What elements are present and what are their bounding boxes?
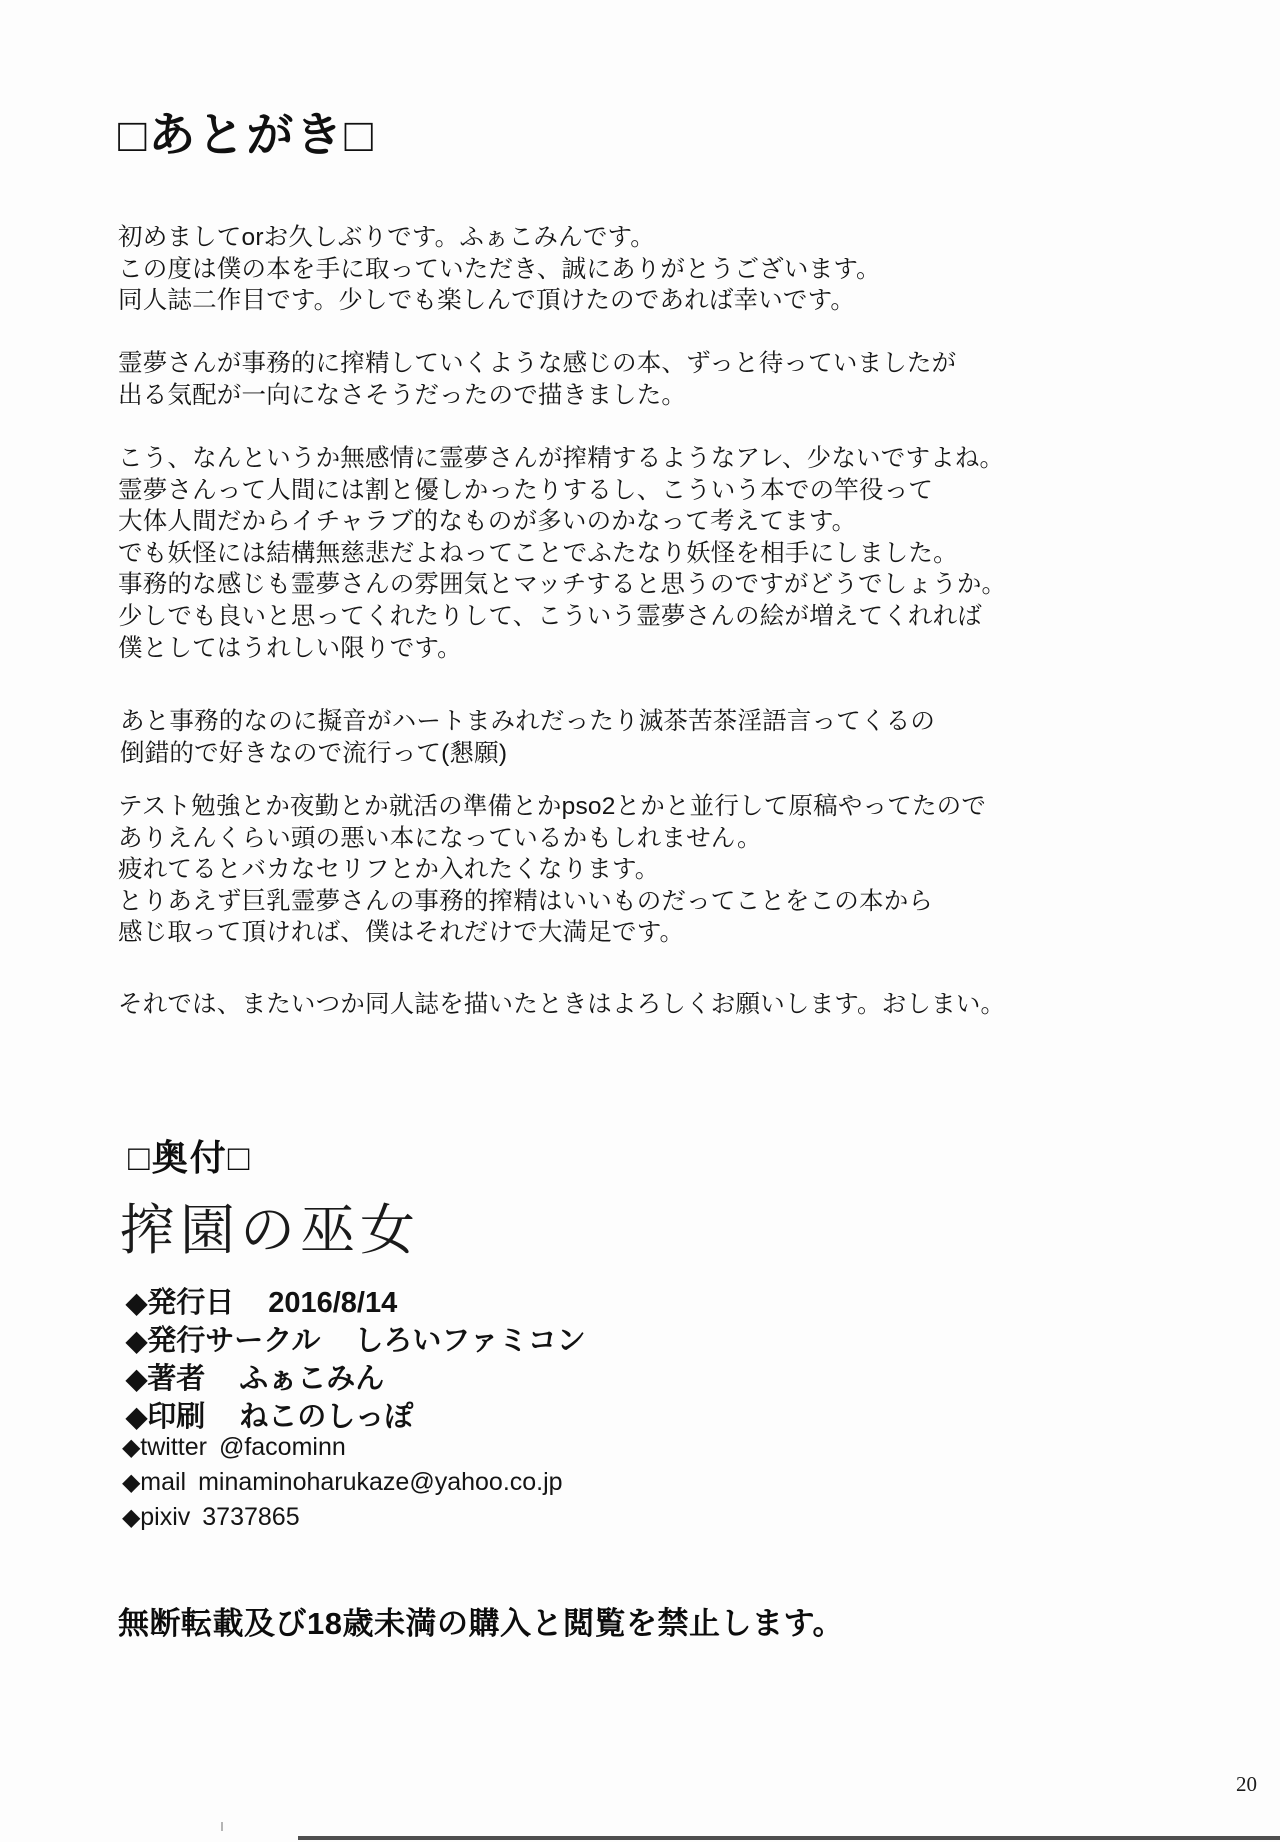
colophon-value: ふぁこみん <box>239 1363 385 1395</box>
colophon-value: minaminoharukaze@yahoo.co.jp <box>198 1468 563 1496</box>
colophon-item <box>126 1284 586 1322</box>
text-line: 同人誌二作目です。少しでも楽しんで頂けたのであれば幸いです。 <box>118 287 856 315</box>
colophon-value: しろいファミコン <box>354 1325 586 1357</box>
colophon-label: mail <box>140 1468 187 1496</box>
colophon-item <box>122 1430 563 1465</box>
colophon-label: 発行日 <box>147 1287 235 1319</box>
text-line: それでは、またいつか同人誌を描いたときはよろしくお願いします。おしまい。 <box>118 991 1006 1018</box>
text-line: 少しでも良いと思ってくれたりして、こういう霊夢さんの絵が増えてくれれば <box>118 602 983 630</box>
text-line: 感じ取って頂ければ、僕はそれだけで大満足です。 <box>118 919 685 947</box>
text-line: 霊夢さんが事務的に搾精していくような感じの本、ずっと待っていましたが <box>118 350 957 377</box>
book-title: 搾園の巫女 <box>120 1200 421 1261</box>
diamond-bullet-icon: ◆ <box>122 1469 141 1496</box>
diamond-bullet-icon: ◆ <box>122 1434 141 1461</box>
diamond-bullet-icon: ◆ <box>126 1287 148 1318</box>
diamond-bullet-icon: ◆ <box>126 1325 148 1356</box>
colophon-item <box>122 1500 563 1535</box>
colophon-item <box>126 1322 586 1360</box>
text-line: 大体人間だからイチャラブ的なものが多いのかなって考えてます。 <box>118 508 857 536</box>
colophon-label: 印刷 <box>147 1401 206 1433</box>
afterword-paragraph <box>118 791 986 949</box>
reproduction-warning: 無断転載及び18歳未満の購入と閲覧を禁止します。 <box>118 1606 844 1641</box>
text-line: あと事務的なのに擬音がハートまみれだったり滅茶苦茶淫語言ってくるの <box>120 708 936 735</box>
text-line: 事務的な感じも霊夢さんの雰囲気とマッチすると思うのですがどうでしょうか。 <box>118 571 1007 599</box>
text-line: テスト勉強とか夜勤とか就活の準備とかpso2とかと並行して原稿やってたので <box>118 793 987 820</box>
colophon-main-list <box>126 1284 586 1436</box>
page-number: 20 <box>1236 1772 1257 1796</box>
colophon-label: pixiv <box>140 1503 191 1531</box>
text-line: 出る気配が一向になさそうだったので描きました。 <box>118 381 687 409</box>
colophon-contact-list <box>122 1430 563 1535</box>
afterword-paragraph <box>118 443 1006 664</box>
scan-artifact-tick <box>221 1822 223 1831</box>
diamond-bullet-icon: ◆ <box>126 1363 148 1394</box>
colophon-value: 3737865 <box>202 1503 300 1531</box>
colophon-value: @facominn <box>218 1433 346 1461</box>
afterword-heading: □あとがき□ <box>118 108 375 161</box>
text-line: とりあえず巨乳霊夢さんの事務的搾精はいいものだってことをこの本から <box>118 887 934 915</box>
text-line: 僕としてはうれしい限りです。 <box>118 634 462 662</box>
afterword-paragraph <box>118 222 881 317</box>
afterword-paragraph <box>118 989 1005 1021</box>
afterword-paragraph <box>120 706 935 769</box>
colophon-label: twitter <box>140 1433 207 1461</box>
afterword-paragraph <box>118 348 956 411</box>
colophon-value: 2016/8/14 <box>268 1287 398 1319</box>
text-line: こう、なんというか無感情に霊夢さんが搾精するようなアレ、少ないですよね。 <box>118 445 1005 472</box>
diamond-bullet-icon: ◆ <box>126 1401 148 1432</box>
colophon-item <box>126 1360 586 1398</box>
colophon-label: 著者 <box>147 1363 206 1395</box>
text-line: この度は僕の本を手に取っていただき、誠にありがとうございます。 <box>118 255 881 283</box>
text-line: でも妖怪には結構無慈悲だよねってことでふたなり妖怪を相手にしました。 <box>118 539 958 567</box>
colophon-heading: □奥付□ <box>128 1137 252 1178</box>
text-line: 霊夢さんって人間には割と優しかったりするし、こういう本での竿役って <box>118 476 934 504</box>
colophon-item <box>122 1465 563 1500</box>
diamond-bullet-icon: ◆ <box>122 1504 141 1531</box>
text-line: 疲れてるとバカなセリフとか入れたくなります。 <box>118 856 660 884</box>
text-line: 倒錯的で好きなので流行って(懇願) <box>120 739 508 767</box>
colophon-value: ねこのしっぽ <box>239 1401 414 1433</box>
text-line: ありえんくらい頭の悪い本になっているかもしれません。 <box>118 824 762 852</box>
text-line: 初めましてorお久しぶりです。ふぁこみんです。 <box>118 224 655 251</box>
colophon-label: 発行サークル <box>147 1325 321 1357</box>
scan-artifact-line <box>298 1836 1280 1840</box>
